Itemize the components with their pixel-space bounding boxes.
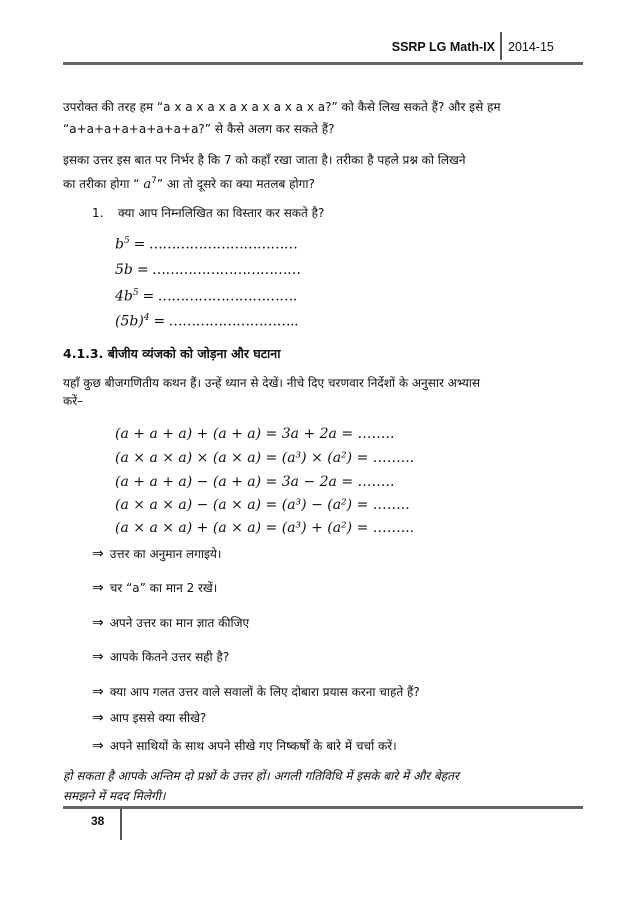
equation-row: (a × a × a) − (a × a) = (a³) − (a²) = …….. bbox=[115, 497, 410, 513]
expansion-row bbox=[115, 313, 298, 330]
expansion-blank: = …………………………… bbox=[129, 236, 298, 253]
equation-row: (a + a + a) + (a + a) = 3a + 2a = …….. bbox=[115, 426, 395, 442]
footer-divider bbox=[120, 808, 122, 840]
step-text: अपने साथियों के साथ अपने सीखे गए निष्कर्षों के बारे में चर्चा करें। bbox=[109, 739, 397, 753]
expansion-base: 4b bbox=[115, 288, 133, 305]
intro-line-4-post: ” आ तो दूसरे का क्या मतलब होगा? bbox=[156, 177, 315, 191]
step-item bbox=[92, 545, 221, 562]
intro-expression: a bbox=[143, 177, 152, 192]
header-year: 2014-15 bbox=[508, 40, 554, 54]
section-intro-line-1: यहाँ कुछ बीजगणितीय कथन हैं। उन्हें ध्यान से देखें। नीचे दिए चरणवार निर्देशों के अनुसार अभ्यास bbox=[63, 376, 481, 390]
expansion-blank: = …………………………. bbox=[138, 288, 297, 305]
equation-row: (a + a + a) − (a + a) = 3a − 2a = …….. bbox=[115, 474, 395, 490]
closing-line-2: समझने में मदद मिलेगी। bbox=[63, 789, 166, 803]
expansion-blank: = ……………………….. bbox=[149, 313, 299, 330]
intro-line-4-pre: का तरीका होगा “ bbox=[63, 177, 144, 191]
step-text: चर “a” का मान 2 रखें। bbox=[109, 581, 218, 595]
step-item bbox=[92, 614, 249, 631]
intro-line-1: उपरोक्त की तरह हम “a x a x a x a x a x a x a x a?” को कैसे लिख सकते हैं? और इसे हम bbox=[63, 100, 501, 114]
expansion-base: 5b bbox=[115, 262, 133, 278]
implies-arrow-icon: ⇒ bbox=[92, 580, 104, 596]
step-text: उत्तर का अनुमान लगाइये। bbox=[109, 547, 222, 561]
section-intro-line-2: करें– bbox=[63, 394, 84, 408]
intro-exponent: 7 bbox=[151, 176, 157, 186]
step-item bbox=[92, 737, 397, 754]
step-item bbox=[92, 683, 420, 700]
section-heading: 4.1.3. बीजीय व्यंजको को जोड़ना और घटाना bbox=[63, 346, 281, 361]
expansion-exponent: 5 bbox=[123, 236, 130, 246]
step-item bbox=[92, 709, 206, 726]
expansion-exponent: 5 bbox=[132, 288, 139, 298]
expansion-row bbox=[115, 236, 297, 253]
footer-rule bbox=[63, 806, 583, 809]
header-title: SSRP LG Math-IX bbox=[391, 40, 495, 54]
question-text: क्या आप निम्नलिखित का विस्तार कर सकते है? bbox=[118, 206, 325, 220]
implies-arrow-icon: ⇒ bbox=[92, 649, 104, 665]
expansion-base: b bbox=[115, 236, 124, 253]
header-rule bbox=[63, 62, 583, 65]
closing-line-1: हो सकता है आपके अन्तिम दो प्रश्नों के उत्तर हों। अगली गतिविधि में इसके बारे में और बेहतर bbox=[63, 769, 459, 783]
step-item bbox=[92, 648, 229, 665]
question-1 bbox=[92, 204, 324, 221]
equation-row: (a × a × a) × (a × a) = (a³) × (a²) = ……... bbox=[115, 450, 415, 466]
header-divider bbox=[500, 32, 502, 60]
implies-arrow-icon: ⇒ bbox=[92, 546, 104, 562]
implies-arrow-icon: ⇒ bbox=[92, 710, 104, 726]
expansion-row bbox=[115, 288, 297, 305]
step-text: आपके कितने उत्तर सही है? bbox=[109, 650, 230, 664]
equation-row: (a × a × a) + (a × a) = (a³) + (a²) = ……... bbox=[115, 520, 415, 536]
implies-arrow-icon: ⇒ bbox=[92, 738, 104, 754]
step-text: अपने उत्तर का मान ज्ञात कीजिए bbox=[109, 616, 250, 630]
expansion-exponent: 4 bbox=[143, 313, 150, 323]
implies-arrow-icon: ⇒ bbox=[92, 615, 104, 631]
step-text: क्या आप गलत उत्तर वाले सवालों के लिए दोबारा प्रयास करना चाहते हैं? bbox=[109, 685, 420, 699]
expansion-base: (5b) bbox=[115, 313, 144, 330]
intro-line-4 bbox=[63, 170, 588, 196]
intro-line-2: “a+a+a+a+a+a+a+a?” से कैसे अलग कर सकते हैं? bbox=[63, 122, 335, 136]
page-number: 38 bbox=[91, 814, 105, 828]
step-item bbox=[92, 579, 217, 596]
implies-arrow-icon: ⇒ bbox=[92, 684, 104, 700]
question-number: 1. bbox=[92, 206, 104, 220]
expansion-blank: = …………………………… bbox=[132, 262, 301, 278]
step-text: आप इससे क्या सीखे? bbox=[109, 711, 207, 725]
expansion-row bbox=[115, 262, 301, 278]
intro-line-3: इसका उत्तर इस बात पर निर्भर है कि 7 को कहाँ रखा जाता है। तरीका है पहले प्रश्न को लिखने bbox=[63, 153, 466, 167]
